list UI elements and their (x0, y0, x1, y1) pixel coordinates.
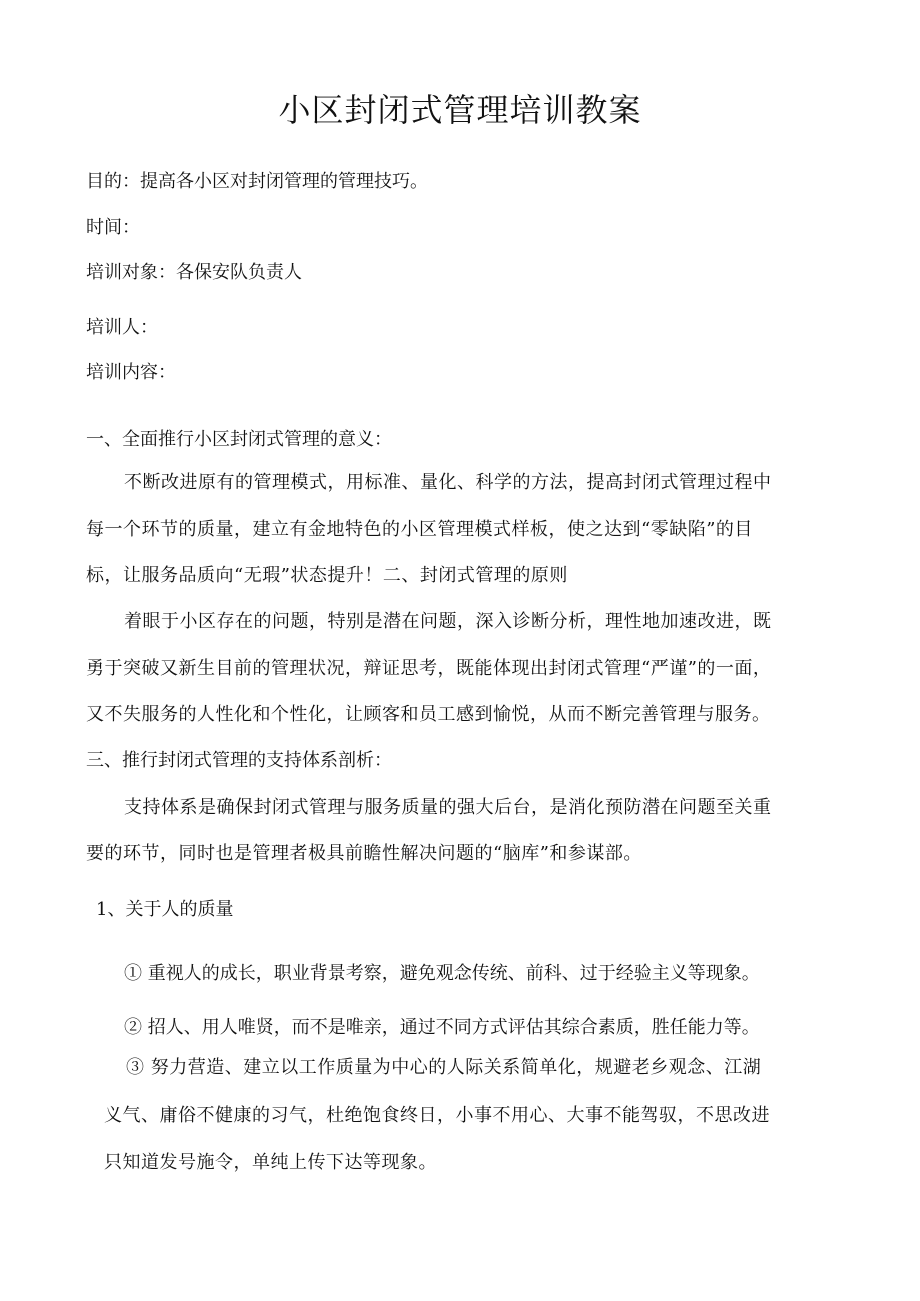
sub1-heading: 1、关于人的质量 (96, 899, 234, 920)
section3-heading: 三、推行封闭式管理的支持体系剖析： (86, 750, 392, 771)
quality-item-3-continued: 只知道发号施令，单纯上传下达等现象。 (104, 1152, 437, 1173)
quality-item-3: ③ 努力营造、建立以工作质量为中心的人际关系简单化，规避老乡观念、江湖 (126, 1057, 762, 1078)
section2-line: 勇于突破又新生目前的管理状况，辩证思考，既能体现出封闭式管理“严谨”的一面， (86, 658, 772, 679)
section1-line: 不断改进原有的管理模式，用标准、量化、科学的方法，提高封闭式管理过程中 (124, 472, 772, 493)
section1-line: 标，让服务品质向“无瑕”状态提升！二、封闭式管理的原则 (86, 565, 568, 586)
content-line: 培训内容： (86, 362, 176, 383)
section1-heading: 一、全面推行小区封闭式管理的意义： (86, 429, 392, 450)
section2-line: 着眼于小区存在的问题，特别是潜在问题，深入诊断分析，理性地加速改进，既 (124, 611, 772, 632)
section3-line: 支持体系是确保封闭式管理与服务质量的强大后台，是消化预防潜在问题至关重 (124, 797, 772, 818)
document-title: 小区封闭式管理培训教案 (278, 91, 642, 129)
section1-line: 每一个环节的质量，建立有金地特色的小区管理模式样板，使之达到“零缺陷”的目 (86, 519, 753, 540)
quality-item-1: ① 重视人的成长，职业背景考察，避免观念传统、前科、过于经验主义等现象。 (124, 963, 760, 984)
trainer-line: 培训人： (86, 317, 158, 338)
section3-line: 要的环节，同时也是管理者极具前瞻性解决问题的“脑库”和参谋部。 (86, 843, 642, 864)
quality-item-3-continued: 义气、庸俗不健康的习气，杜绝饱食终日，小事不用心、大事不能驾驭，不思改进 (104, 1105, 770, 1126)
time-line: 时间： (86, 217, 140, 238)
quality-item-2: ② 招人、用人唯贤，而不是唯亲，通过不同方式评估其综合素质，胜任能力等。 (124, 1017, 760, 1038)
purpose-line: 目的：提高各小区对封闭管理的管理技巧。 (86, 171, 428, 192)
section2-line: 又不失服务的人性化和个性化，让顾客和员工感到愉悦，从而不断完善管理与服务。 (86, 704, 771, 725)
audience-line: 培训对象：各保安队负责人 (86, 262, 302, 283)
